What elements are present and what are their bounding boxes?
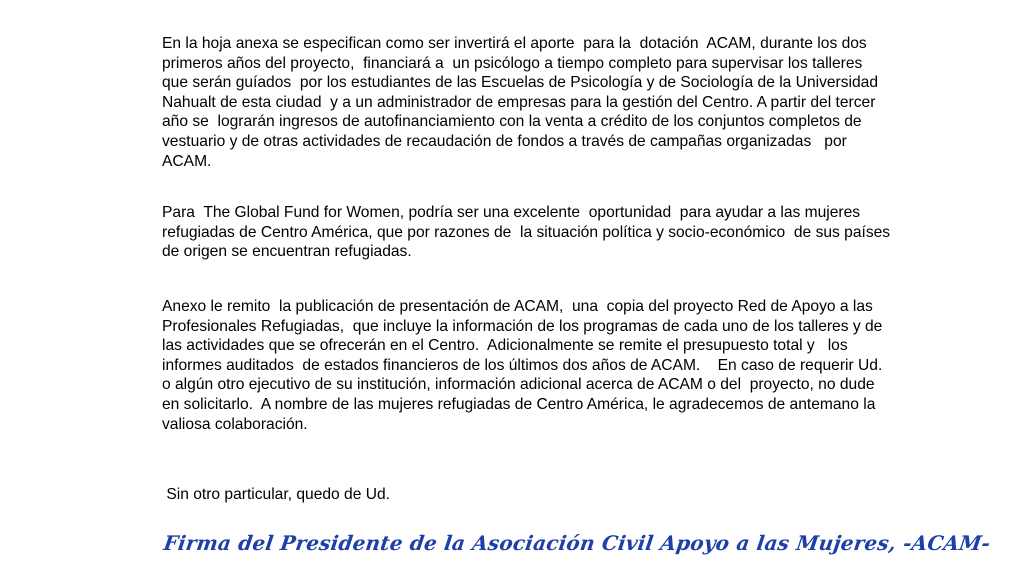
signature-line: Firma del Presidente de la Asociación Civil Apoyo a las Mujeres, -ACAM- — [162, 531, 992, 555]
paragraph-global-fund: Para The Global Fund for Women, podría ser una excelente oportunidad para ayudar a las mujeres refugiadas de Centro América, que por razones de la situación política y socio-económico de sus países de origen se encuentran refugiadas. — [162, 204, 895, 261]
paragraph-funding-plan: En la hoja anexa se especifican como ser invertirá el aporte para la dotación ACAM, durante los dos primeros años del proyecto, financiará a un psicólogo a tiempo completo para supervisar los talleres que serán guíados por los estudiantes de las Escuelas de Psicología y de Sociología de la Universidad Nahualt de esta ciudad y a un administrador de empresas para la gestión del Centro. A partir del tercer año se lograrán ingresos de autofinanciamiento con la venta a crédito de los conjuntos completos de vestuario y de otras actividades de recaudación de fondos a través de campañas organizadas por ACAM. — [162, 35, 887, 170]
paragraph-annex: Anexo le remito la publicación de presentación de ACAM, una copia del proyecto Red de Apoyo a las Profesionales Refugiadas, que incluye la información de los programas de cada uno de los talleres y de las actividades que se ofrecerán en el Centro. Adicionalmente se remite el presupuesto total y los informes auditados de estados financieros de los últimos dos años de ACAM. En caso de requerir Ud. o algún otro ejecutivo de su institución, información adicional acerca de ACAM o del proyecto, no dude en solicitarlo. A nombre de las mujeres refugiadas de Centro América, le agradecemos de antemano la valiosa colaboración. — [162, 298, 887, 433]
closing-line: Sin otro particular, quedo de Ud. — [162, 486, 390, 503]
